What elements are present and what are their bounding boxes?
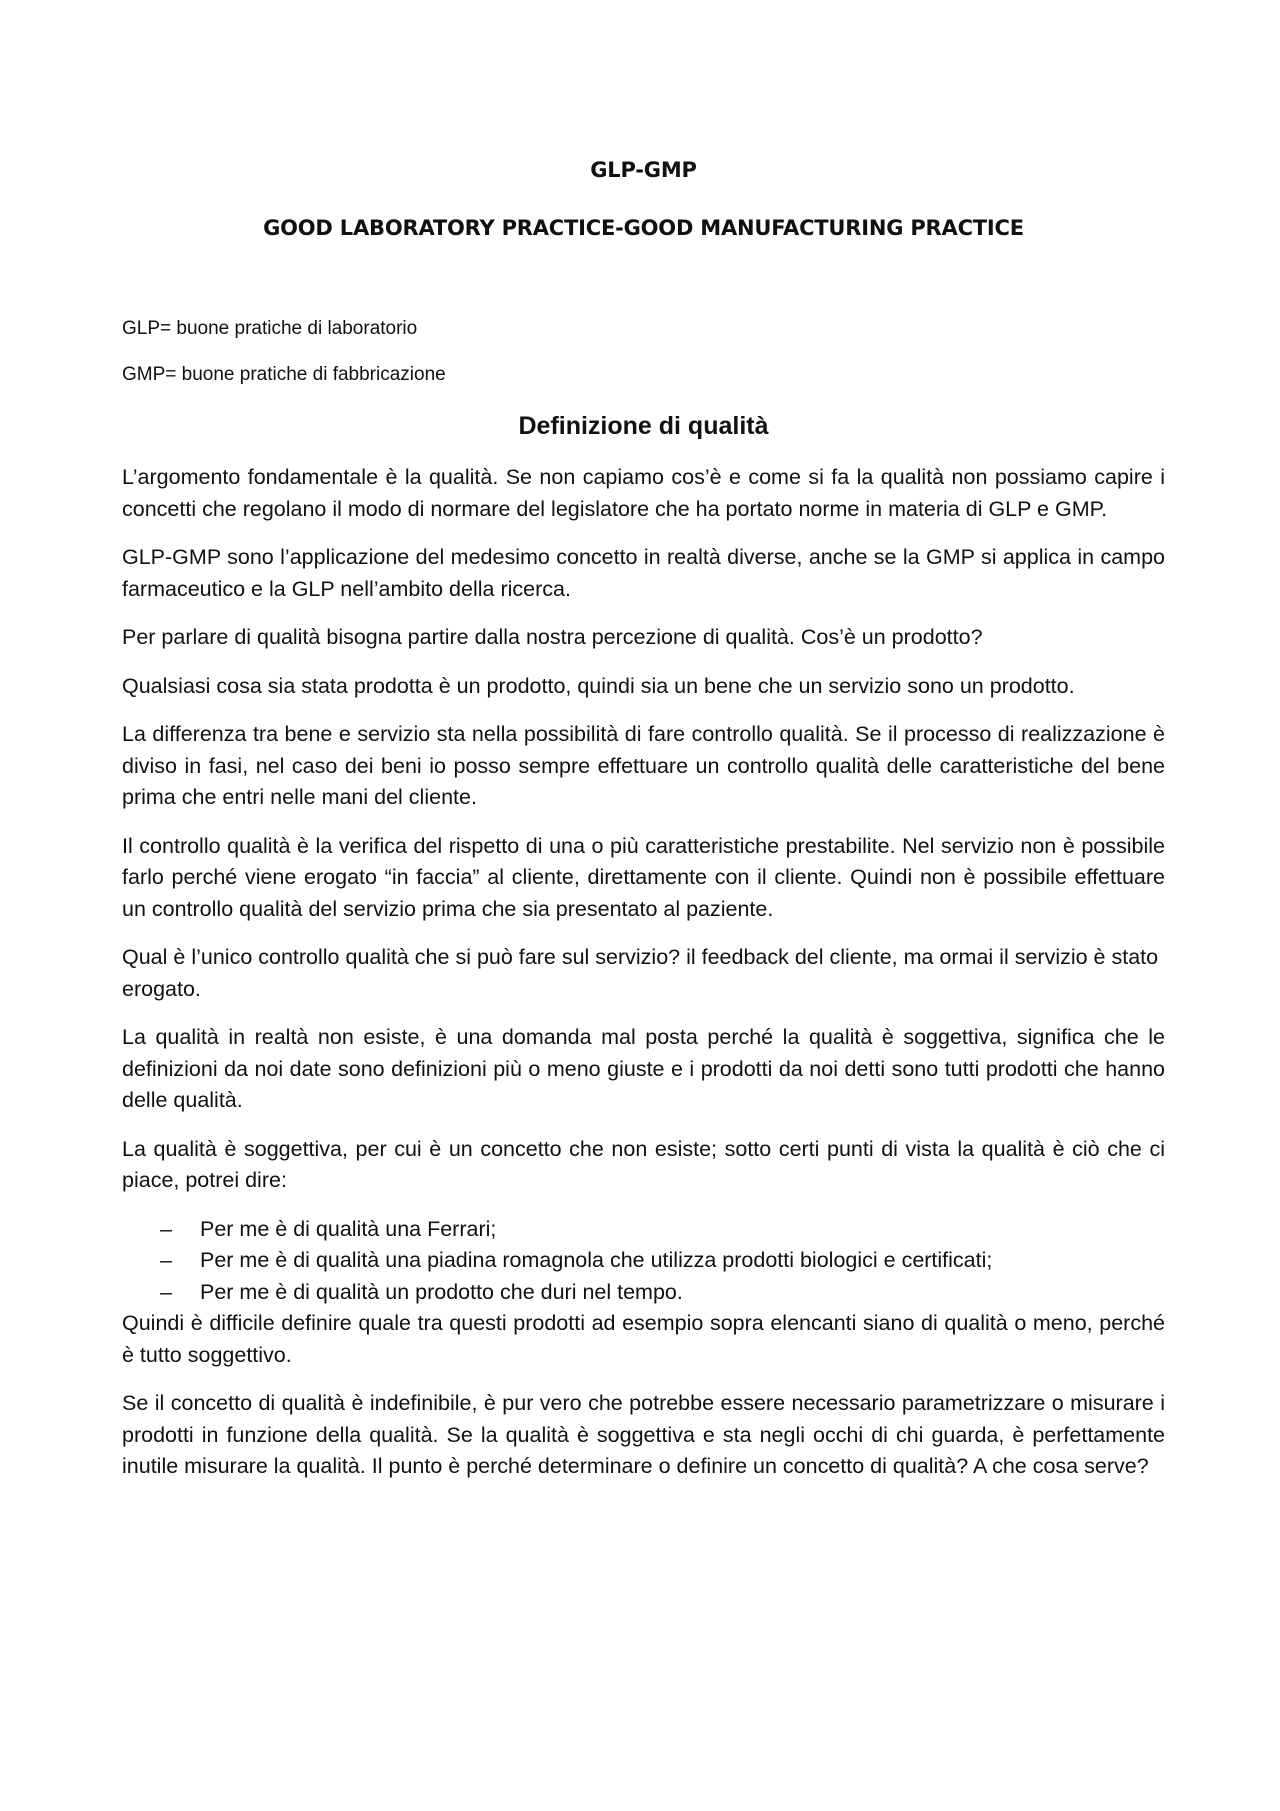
list-item [122, 1214, 1165, 1246]
paragraph: L’argomento fondamentale è la qualità. Se non capiamo cos’è e come si fa la qualità non possiamo capire i concetti che regolano il modo di normare del legislatore che ha portato norme in materia di GLP e GMP. [122, 465, 1165, 521]
paragraph: Qual è l’unico controllo qualità che si può fare sul servizio? il feedback del cliente, ma ormai il servizio è stato erogato. [122, 945, 1159, 1001]
paragraph: Qualsiasi cosa sia stata prodotta è un prodotto, quindi sia un bene che un servizio sono un prodotto. [122, 673, 1075, 698]
paragraph: Quindi è difficile definire quale tra questi prodotti ad esempio sopra elencanti siano di qualità o meno, perché è tutto soggettivo. [122, 1311, 1165, 1367]
list-item [122, 1245, 1165, 1277]
list-item-text: Per me è di qualità una Ferrari; [200, 1216, 497, 1241]
bullet-dash-icon: – [160, 1279, 172, 1304]
list-item-text: Per me è di qualità una piadina romagnola che utilizza prodotti biologici e certificati; [200, 1248, 993, 1272]
section-heading: Definizione di qualità [518, 412, 769, 440]
paragraph: GLP-GMP sono l’applicazione del medesimo concetto in realtà diverse, anche se la GMP si applica in campo farmaceutico e la GLP nell’ambito della ricerca. [122, 545, 1165, 601]
paragraph: Se il concetto di qualità è indefinibile, è pur vero che potrebbe essere necessario parametrizzare o misurare i prodotti in funzione della qualità. Se la qualità è soggettiva e sta negli occhi di chi guarda, è perfettamente inutile misurare la qualità. Il punto è perché determinare o definire un concetto di qualità? A che cosa serve? [122, 1391, 1165, 1478]
document-body [122, 462, 1165, 1500]
paragraph: La qualità è soggettiva, per cui è un concetto che non esiste; sotto certi punti di vista la qualità è ciò che ci piace, potrei dire: [122, 1136, 1165, 1192]
list-item [122, 1277, 1165, 1309]
paragraph: Il controllo qualità è la verifica del rispetto di una o più caratteristiche prestabilite. Nel servizio non è possibile farlo perché viene erogato “in faccia” al cliente, direttamente con il cliente. Quindi non è possibile effettuare un controllo qualità del servizio prima che sia presentato al paziente. [122, 833, 1165, 921]
bullet-dash-icon: – [160, 1216, 172, 1241]
document-title: GLP-GMP [590, 158, 697, 182]
bullet-list [122, 1214, 1165, 1309]
abbreviation-glp: GLP= buone pratiche di laboratorio [122, 318, 418, 339]
bullet-dash-icon: – [160, 1248, 172, 1272]
paragraph: Per parlare di qualità bisogna partire dalla nostra percezione di qualità. Cos’è un prodotto? [122, 625, 983, 649]
list-item-text: Per me è di qualità un prodotto che duri nel tempo. [200, 1279, 683, 1304]
document-subtitle: GOOD LABORATORY PRACTICE-GOOD MANUFACTURING PRACTICE [263, 216, 1024, 240]
abbreviation-gmp: GMP= buone pratiche di fabbricazione [122, 364, 446, 385]
paragraph: La differenza tra bene e servizio sta nella possibilità di fare controllo qualità. Se il processo di realizzazione è diviso in fasi, nel caso dei beni io posso sempre effettuare un controllo qualità delle caratteristiche del bene prima che entri nelle mani del cliente. [122, 722, 1165, 809]
paragraph: La qualità in realtà non esiste, è una domanda mal posta perché la qualità è soggettiva, significa che le definizioni da noi date sono definizioni più o meno giuste e i prodotti da noi detti sono tutti prodotti che hanno delle qualità. [122, 1025, 1165, 1112]
